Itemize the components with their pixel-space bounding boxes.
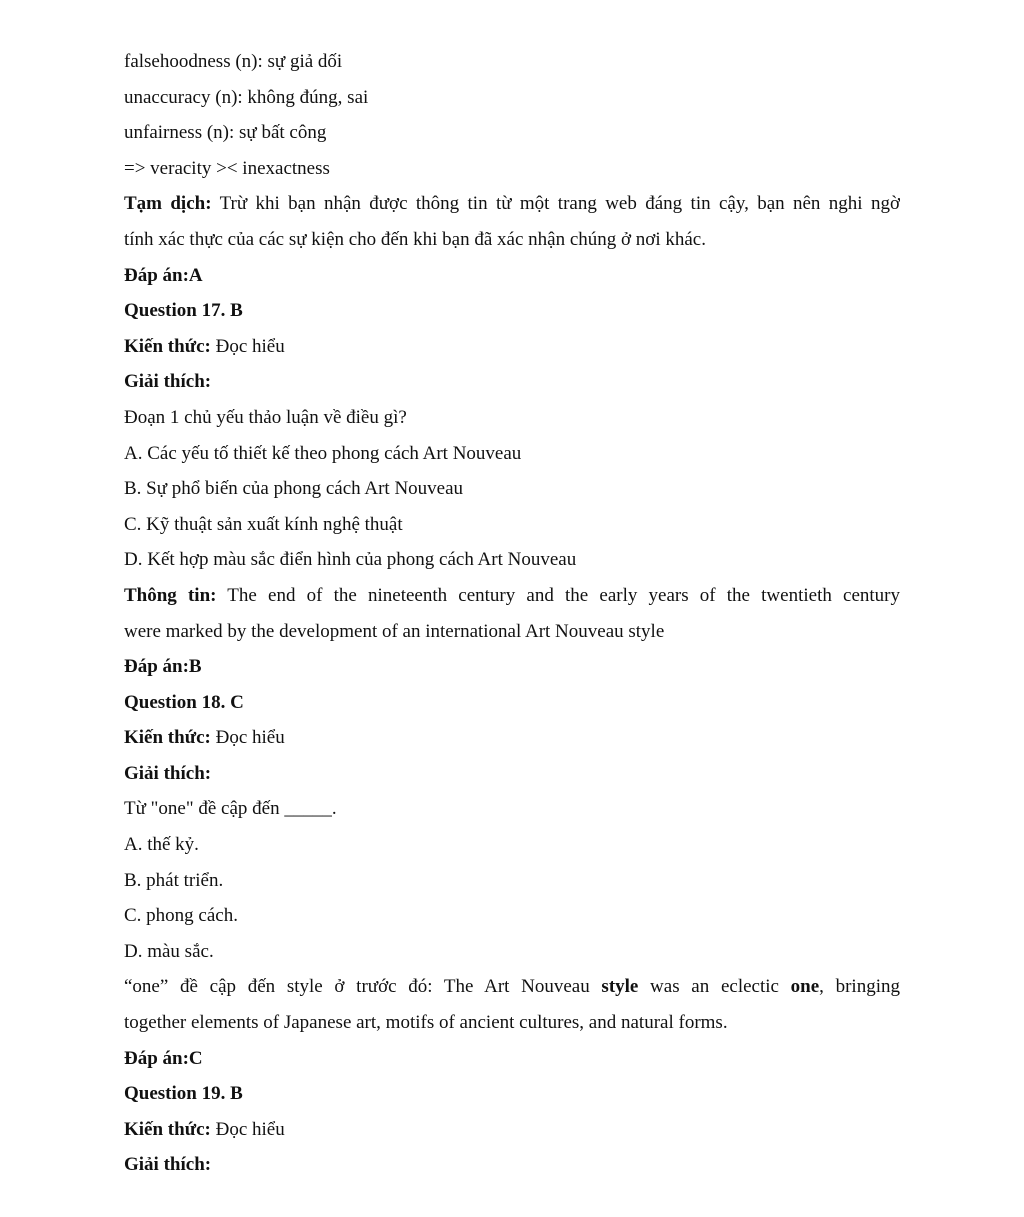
- q17-info-line-2: were marked by the development of an international Art Nouveau style: [124, 620, 665, 642]
- translation-label: Tạm dịch:: [124, 193, 212, 215]
- q18-question: Từ "one" đề cập đến _____.: [124, 798, 337, 820]
- q18-knowledge: [124, 720, 900, 756]
- translation-line-2: tính xác thực của các sự kiện cho đến khi bạn đã xác nhận chúng ở nơi khác.: [124, 228, 706, 250]
- q17-question: Đoạn 1 chủ yếu thảo luận về điều gì?: [124, 406, 407, 428]
- q19-knowledge: [124, 1112, 900, 1148]
- knowledge-label: Kiến thức:: [124, 727, 211, 749]
- knowledge-value: Đọc hiểu: [210, 335, 285, 357]
- knowledge-value: Đọc hiểu: [210, 1118, 285, 1140]
- q19-explain-label: Giải thích:: [124, 1154, 212, 1176]
- q18-option-b: B. phát triển.: [124, 869, 224, 891]
- vocab-line: unfairness (n): sự bất công: [124, 122, 327, 144]
- q17-option-b: B. Sự phổ biến của phong cách Art Nouveau: [124, 478, 464, 500]
- knowledge-value: Đọc hiểu: [210, 727, 285, 749]
- note-text: , bringing: [819, 976, 900, 998]
- vocab-line: falsehoodness (n): sự giả dối: [124, 51, 343, 72]
- q17-option-a: A. Các yếu tố thiết kế theo phong cách Art Nouveau: [124, 442, 522, 464]
- q18-option-a: A. thế kỷ.: [124, 834, 199, 856]
- note-text: was an eclectic: [638, 976, 791, 998]
- q17-explain-label: Giải thích:: [124, 371, 212, 393]
- translation-line-1: [124, 186, 900, 222]
- answer-16: Đáp án:A: [124, 264, 203, 286]
- translation-text: Trừ khi bạn nhận được thông tin từ một trang web đáng tin cậy, bạn nên nghi ngờ: [211, 193, 900, 215]
- question-17-heading: Question 17. B: [124, 300, 243, 322]
- q17-knowledge: [124, 329, 900, 365]
- document-page: [124, 44, 900, 1183]
- question-19-heading: Question 19. B: [124, 1083, 243, 1105]
- note-bold-one: one: [790, 976, 820, 998]
- knowledge-label: Kiến thức:: [124, 1118, 211, 1140]
- q18-option-c: C. phong cách.: [124, 905, 238, 927]
- q17-option-d: D. Kết hợp màu sắc điển hình của phong cách Art Nouveau: [124, 549, 577, 571]
- answer-18: Đáp án:C: [124, 1047, 203, 1069]
- q17-option-c: C. Kỹ thuật sản xuất kính nghệ thuật: [124, 513, 403, 535]
- q18-option-d: D. màu sắc.: [124, 940, 214, 962]
- q18-note-line-2: together elements of Japanese art, motifs of ancient cultures, and natural forms.: [124, 1012, 728, 1034]
- q17-info-line-1: [124, 578, 900, 614]
- vocab-line: unaccuracy (n): không đúng, sai: [124, 86, 369, 108]
- q18-explain-label: Giải thích:: [124, 762, 212, 784]
- knowledge-label: Kiến thức:: [124, 335, 211, 357]
- note-text: “one” đề cập đến style ở trước đó: The Art Nouveau: [124, 976, 602, 998]
- note-bold-style: style: [601, 976, 639, 998]
- vocab-line: => veracity >< inexactness: [124, 157, 330, 179]
- answer-17: Đáp án:B: [124, 656, 202, 678]
- info-label: Thông tin:: [124, 584, 217, 606]
- question-18-heading: Question 18. C: [124, 691, 244, 713]
- q18-note-line-1: [124, 969, 900, 1005]
- info-text: The end of the nineteenth century and the early years of the twentieth century: [216, 584, 900, 606]
